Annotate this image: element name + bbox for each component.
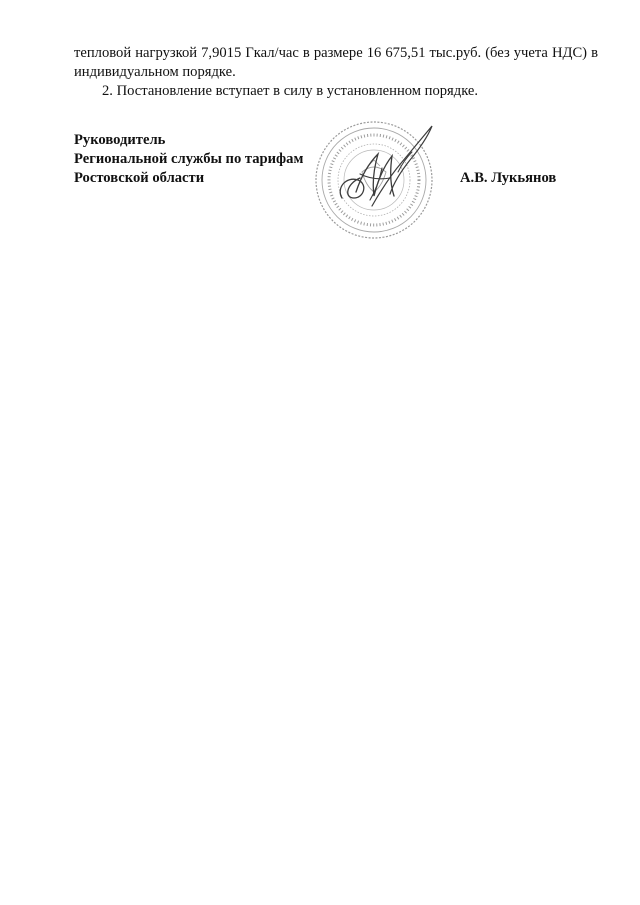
paragraph-clause-2: 2. Постановление вступает в силу в установленном порядке. bbox=[102, 83, 479, 99]
signatory-position-line-2: Региональной службы по тарифам bbox=[74, 151, 304, 167]
paragraph-continuation: тепловой нагрузкой 7,9015 Гкал/час в размере 16 675,51 тыс.руб. (без учета НДС) в индивидуальном порядке. bbox=[74, 45, 598, 80]
signatory-position-line-1: Руководитель bbox=[74, 132, 166, 148]
signatory-position-line-3: Ростовской области bbox=[74, 170, 205, 186]
body-text bbox=[74, 44, 598, 101]
official-seal-icon bbox=[312, 114, 448, 250]
signatory-name: А.В. Лукьянов bbox=[460, 170, 557, 186]
